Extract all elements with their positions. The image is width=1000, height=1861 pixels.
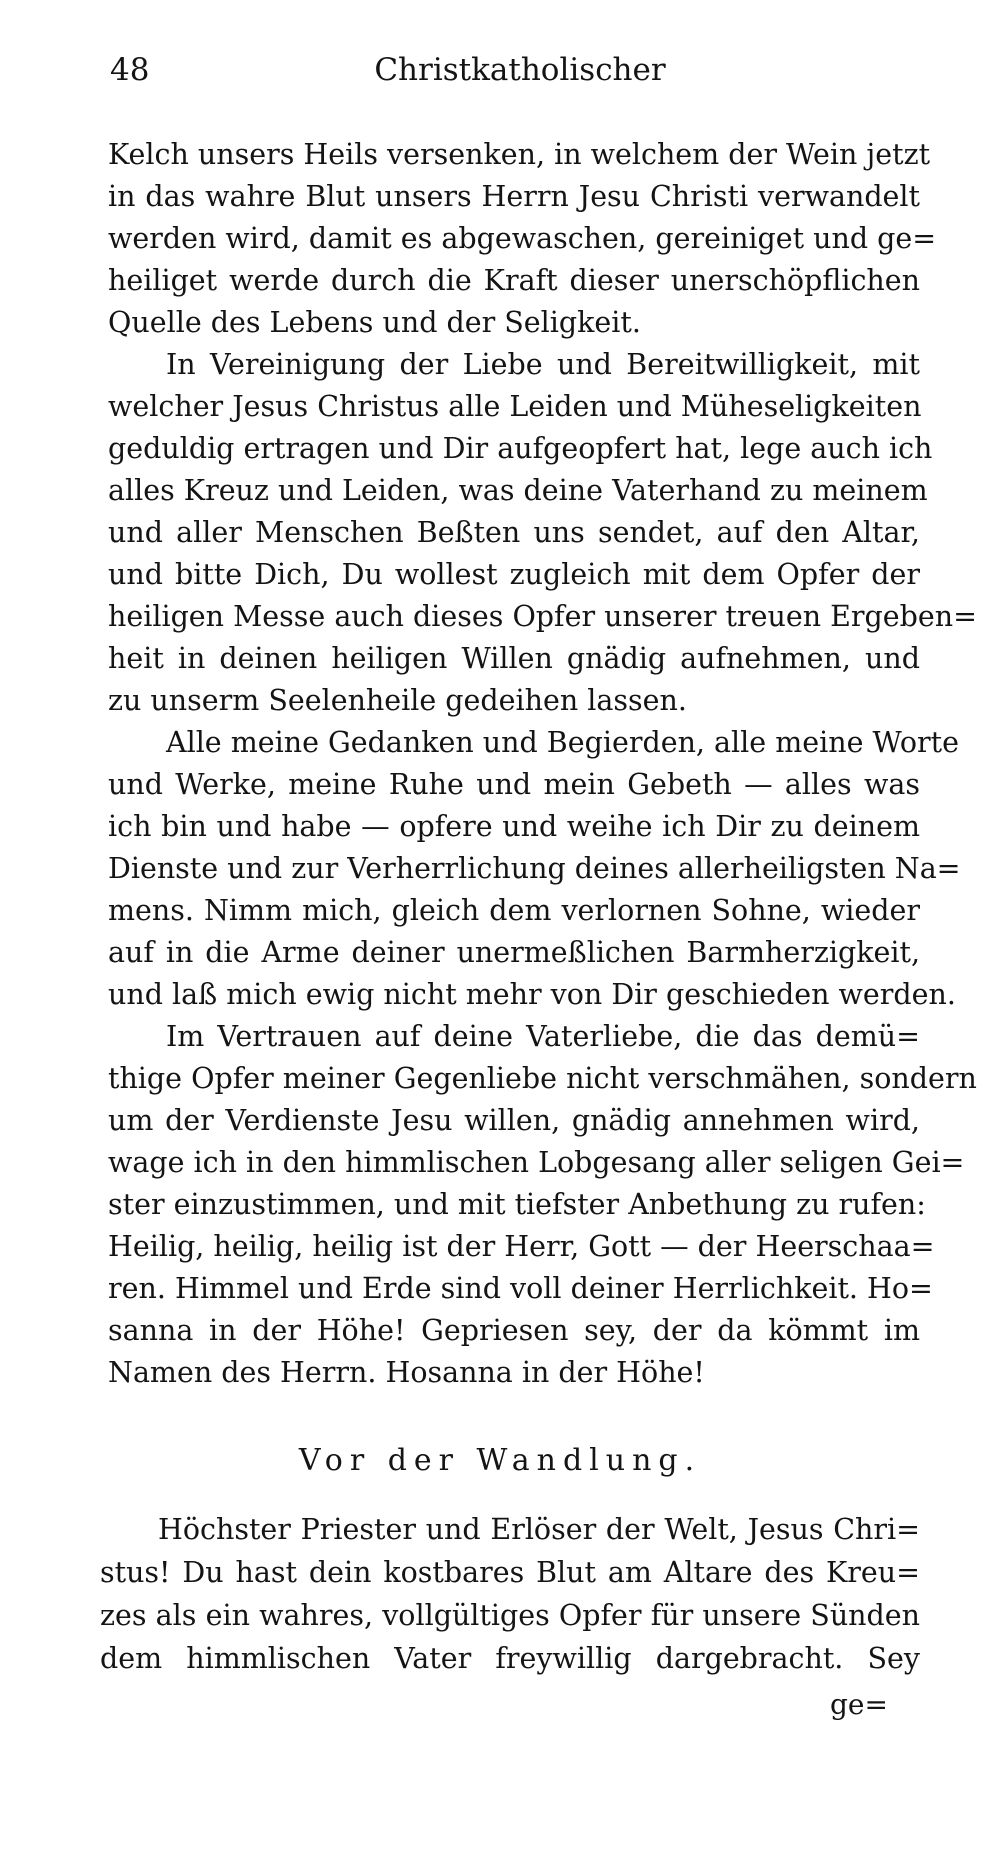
section-body <box>100 1508 920 1680</box>
text-line: ich bin und habe — opfere und weihe ich Dir zu deinem <box>108 810 920 843</box>
paragraph-3 <box>108 722 961 1016</box>
text-line: Höchster Priester und Erlöser der Welt, Jesus Chri= <box>158 1513 920 1546</box>
running-title: Christkatholischer <box>374 52 666 88</box>
paragraph-4 <box>108 1016 977 1394</box>
text-line: auf in die Arme deiner unermeßlichen Barmherzigkeit, <box>108 936 920 969</box>
text-line: heit in deinen heiligen Willen gnädig aufnehmen, und <box>108 642 920 675</box>
text-line: Kelch unsers Heils versenken, in welchem der Wein jetzt <box>108 138 931 171</box>
text-line: mens. Nimm mich, gleich dem verlornen Sohne, wieder <box>108 894 920 927</box>
text-line: werden wird, damit es abgewaschen, gereiniget und ge= <box>108 222 937 255</box>
text-line: Alle meine Gedanken und Begierden, alle meine Worte <box>166 726 959 759</box>
text-line: heiligen Messe auch dieses Opfer unserer treuen Ergeben= <box>108 600 977 633</box>
text-line: ster einzustimmen, und mit tiefster Anbethung zu rufen: <box>108 1188 926 1221</box>
text-line: thige Opfer meiner Gegenliebe nicht verschmähen, sondern <box>108 1062 977 1095</box>
page-number: 48 <box>110 52 150 88</box>
text-line: welcher Jesus Christus alle Leiden und Müheseligkeiten <box>108 390 922 423</box>
paragraph-1 <box>108 134 937 344</box>
text-line: um der Verdienste Jesu willen, gnädig annehmen wird, <box>108 1104 920 1137</box>
text-line: in das wahre Blut unsers Herrn Jesu Christi verwandelt <box>108 180 920 213</box>
text-line: stus! Du hast dein kostbares Blut am Altare des Kreu= <box>100 1556 920 1589</box>
text-line: sanna in der Höhe! Gepriesen sey, der da kömmt im <box>108 1314 920 1347</box>
text-line: heiliget werde durch die Kraft dieser unerschöpflichen <box>108 264 920 297</box>
text-line: und Werke, meine Ruhe und mein Gebeth — alles was <box>108 768 920 801</box>
paragraph-2 <box>108 344 977 722</box>
text-line: Heilig, heilig, heilig ist der Herr, Gott — der Heerschaa= <box>108 1230 935 1263</box>
section-heading: Vor der Wandlung. <box>298 1443 702 1478</box>
text-line: und aller Menschen Beßten uns sendet, auf den Altar, <box>108 516 920 549</box>
text-line: ren. Himmel und Erde sind voll deiner Herrlichkeit. Ho= <box>108 1272 933 1305</box>
text-line: und laß mich ewig nicht mehr von Dir geschieden werden. <box>108 978 956 1011</box>
text-line: geduldig ertragen und Dir aufgeopfert hat, lege auch ich <box>108 432 933 465</box>
text-line: zu unserm Seelenheile gedeihen lassen. <box>108 684 687 717</box>
text-line: In Vereinigung der Liebe und Bereitwilligkeit, mit <box>166 348 920 381</box>
page-header <box>0 48 1000 98</box>
text-line: Im Vertrauen auf deine Vaterliebe, die das demü= <box>166 1020 920 1053</box>
text-line: und bitte Dich, Du wollest zugleich mit dem Opfer der <box>108 558 920 591</box>
page-body <box>108 134 977 1394</box>
text-line: Quelle des Lebens und der Seligkeit. <box>108 306 641 339</box>
catchword: ge= <box>830 1688 888 1721</box>
text-line: dem himmlischen Vater freywillig dargebracht. Sey <box>100 1642 920 1675</box>
text-line: zes als ein wahres, vollgültiges Opfer für unsere Sünden <box>100 1599 920 1632</box>
text-line: Namen des Herrn. Hosanna in der Höhe! <box>108 1356 705 1389</box>
text-line: wage ich in den himmlischen Lobgesang aller seligen Gei= <box>108 1146 965 1179</box>
text-line: Dienste und zur Verherrlichung deines allerheiligsten Na= <box>108 852 961 885</box>
text-line: alles Kreuz und Leiden, was deine Vaterhand zu meinem <box>108 474 928 507</box>
